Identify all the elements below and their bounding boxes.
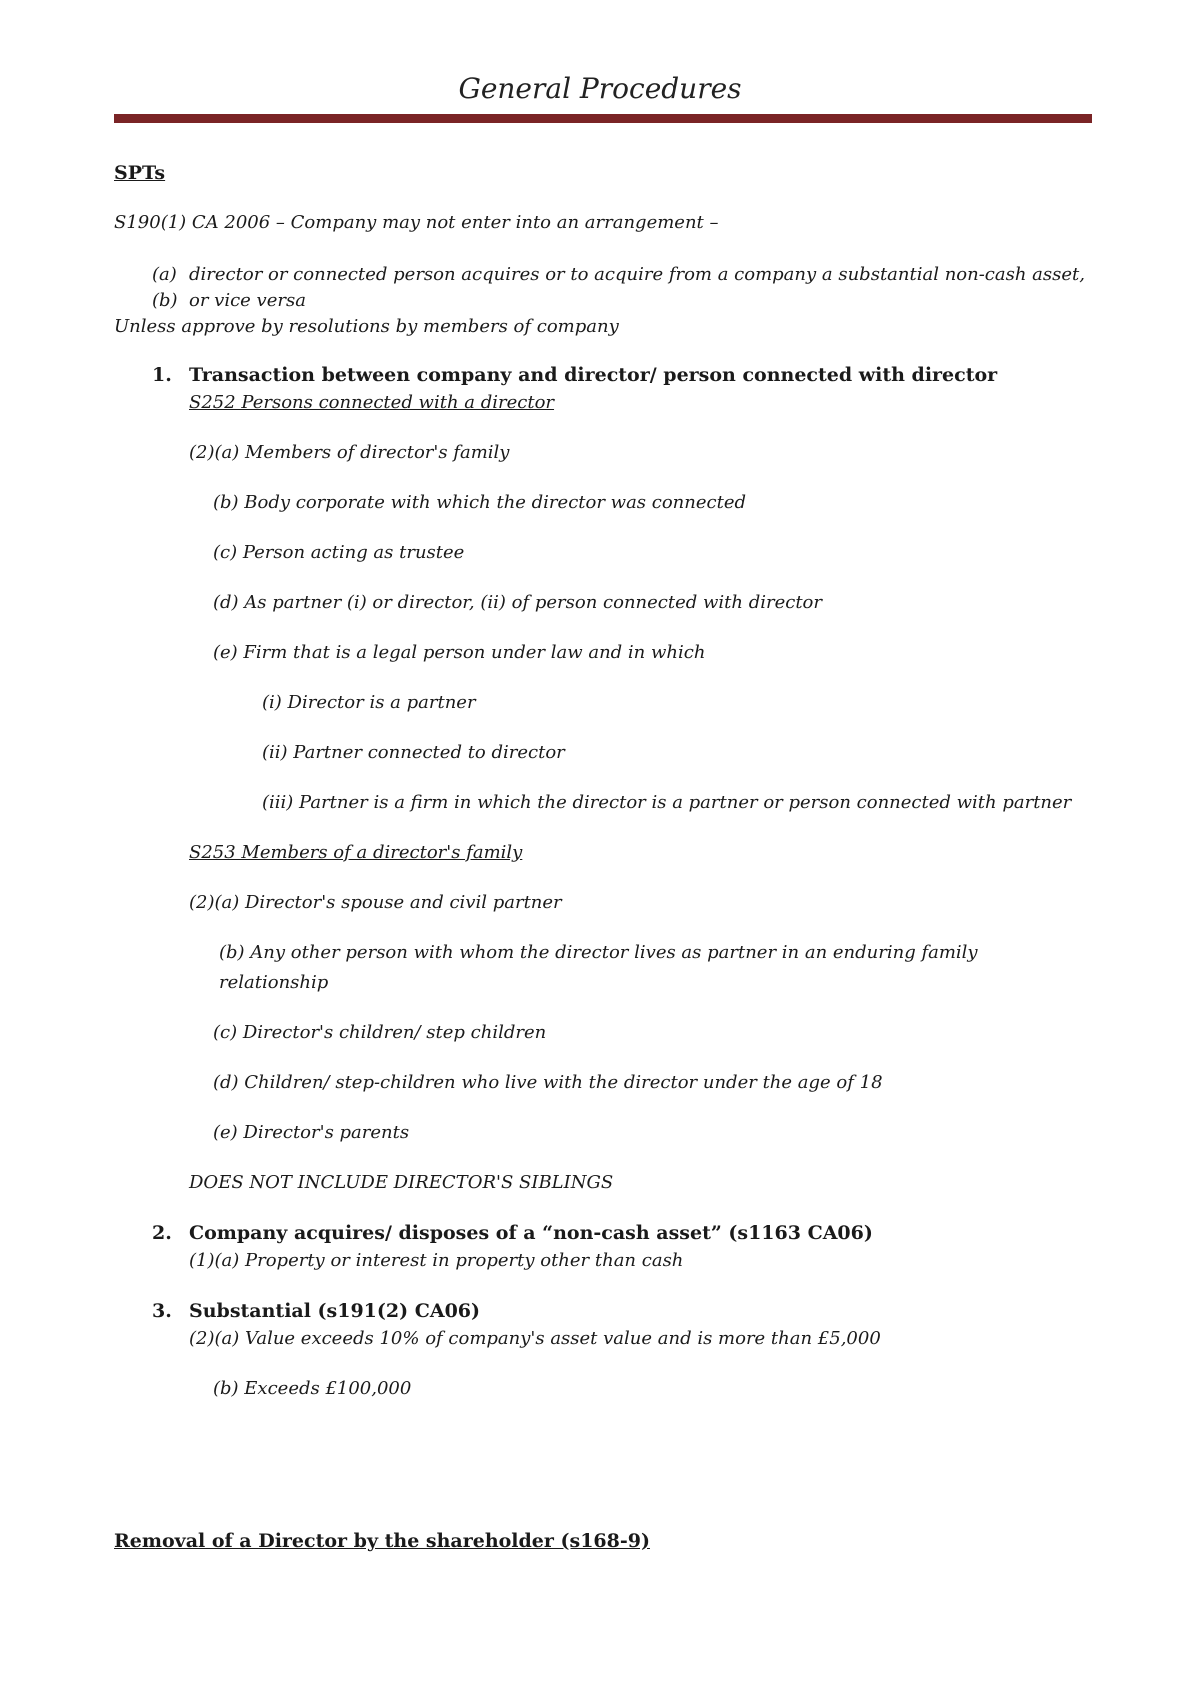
item-1-number: 1.: [152, 364, 172, 386]
item-1-heading: Transaction between company and director/ person connected with director: [189, 364, 998, 386]
list-marker-a: (a): [152, 264, 177, 285]
unless-text: Unless approve by resolutions by members of company: [114, 316, 619, 337]
list-item-a: director or connected person acquires or to acquire from a company a substantial non-cash asset,: [189, 264, 1085, 285]
s252-line: (e) Firm that is a legal person under law and in which: [213, 642, 706, 663]
item-3-heading: Substantial (s191(2) CA06): [189, 1300, 481, 1322]
family-line: (c) Director's children/ step children: [213, 1022, 547, 1043]
family-line: (d) Children/ step-children who live with the director under the age of 18: [213, 1072, 883, 1093]
s252-heading: S252 Persons connected with a director: [189, 392, 555, 413]
item-3-line-a: (2)(a) Value exceeds 10% of company's asset value and is more than £5,000: [189, 1328, 881, 1349]
s190-text: S190(1) CA 2006 – Company may not enter into an arrangement –: [114, 212, 719, 233]
siblings-note: DOES NOT INCLUDE DIRECTOR'S SIBLINGS: [189, 1172, 614, 1193]
s252-line: (d) As partner (i) or director, (ii) of person connected with director: [213, 592, 822, 613]
s252-subline: (i) Director is a partner: [262, 692, 476, 713]
section-heading-removal: Removal of a Director by the shareholder (s168-9): [114, 1530, 650, 1552]
item-3-line-b: (b) Exceeds £100,000: [213, 1378, 412, 1399]
family-line: relationship: [219, 972, 329, 993]
s252-line: (b) Body corporate with which the director was connected: [213, 492, 747, 513]
item-2-number: 2.: [152, 1222, 172, 1244]
title-divider: [114, 114, 1092, 123]
list-marker-b: (b): [152, 290, 178, 311]
item-2-line: (1)(a) Property or interest in property other than cash: [189, 1250, 684, 1271]
list-item-b: or vice versa: [189, 290, 306, 311]
s252-subline: (ii) Partner connected to director: [262, 742, 565, 763]
section-heading-spts: SPTs: [114, 162, 166, 184]
page-title: General Procedures: [458, 72, 742, 105]
item-3-number: 3.: [152, 1300, 172, 1322]
s252-subline: (iii) Partner is a firm in which the director is a partner or person connected with partner: [262, 792, 1072, 813]
item-2-heading: Company acquires/ disposes of a “non-cash asset” (s1163 CA06): [189, 1222, 873, 1244]
family-line: (2)(a) Director's spouse and civil partner: [189, 892, 562, 913]
s253-heading: S253 Members of a director's family: [189, 842, 523, 863]
s252-line: (2)(a) Members of director's family: [189, 442, 510, 463]
s252-line: (c) Person acting as trustee: [213, 542, 465, 563]
family-line: (b) Any other person with whom the director lives as partner in an enduring family: [219, 942, 978, 963]
family-line: (e) Director's parents: [213, 1122, 410, 1143]
